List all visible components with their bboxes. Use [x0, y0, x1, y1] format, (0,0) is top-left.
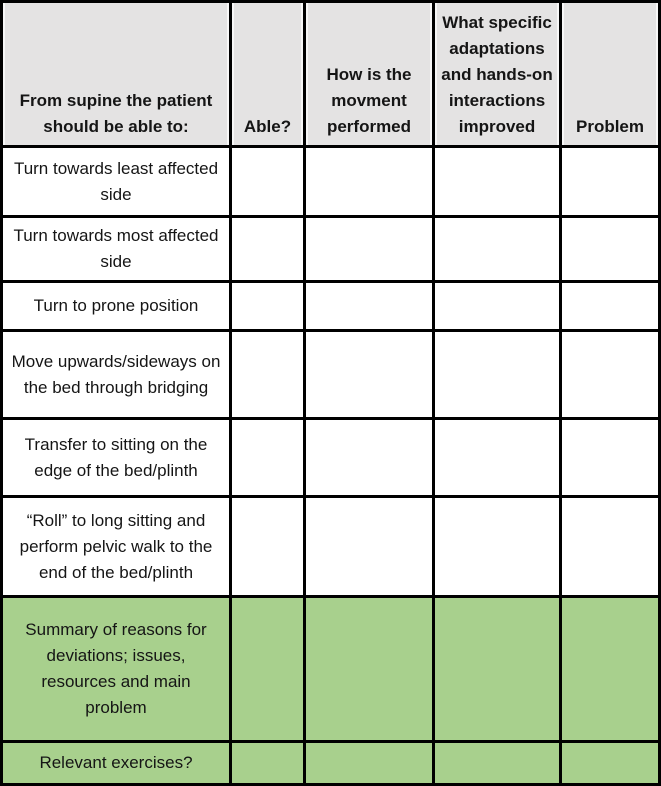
row-label-summary: Summary of reasons for deviations; issues, resources and main problem	[3, 598, 229, 740]
empty-cell	[562, 148, 658, 215]
header-label-movement: How is the movment performed	[326, 65, 412, 136]
header-label-tasks: From supine the patient should be able to:	[19, 91, 213, 136]
empty-cell	[306, 332, 432, 417]
empty-cell	[435, 218, 559, 280]
header-label-problem: Problem	[575, 117, 645, 136]
empty-cell	[562, 598, 658, 740]
empty-cell	[562, 420, 658, 495]
empty-cell	[435, 743, 559, 783]
empty-cell	[306, 420, 432, 495]
header-cell-tasks	[3, 3, 229, 145]
empty-cell	[306, 148, 432, 215]
header-label-adaptations: What specific adaptations and hands-on interactions improved	[441, 13, 553, 136]
row-label-turn-least-affected: Turn towards least affected side	[3, 148, 229, 215]
empty-cell	[435, 332, 559, 417]
empty-cell	[232, 743, 303, 783]
empty-cell	[306, 598, 432, 740]
row-label-bridging: Move upwards/sideways on the bed through bridging	[3, 332, 229, 417]
row-label-transfer-sitting: Transfer to sitting on the edge of the bed/plinth	[3, 420, 229, 495]
header-cell-able	[232, 3, 303, 145]
header-cell-problem	[562, 3, 658, 145]
empty-cell	[232, 283, 303, 329]
empty-cell	[435, 148, 559, 215]
row-label-turn-most-affected: Turn towards most affected side	[3, 218, 229, 280]
row-label-turn-prone: Turn to prone position	[3, 283, 229, 329]
empty-cell	[562, 743, 658, 783]
empty-cell	[562, 218, 658, 280]
empty-cell	[562, 332, 658, 417]
header-label-able: Able?	[243, 117, 292, 136]
empty-cell	[306, 218, 432, 280]
empty-cell	[562, 498, 658, 595]
empty-cell	[562, 283, 658, 329]
empty-cell	[232, 148, 303, 215]
header-cell-adaptations	[435, 3, 559, 145]
empty-cell	[435, 498, 559, 595]
empty-cell	[306, 498, 432, 595]
empty-cell	[232, 598, 303, 740]
empty-cell	[232, 332, 303, 417]
empty-cell	[306, 743, 432, 783]
empty-cell	[306, 283, 432, 329]
empty-cell	[435, 598, 559, 740]
header-cell-movement	[306, 3, 432, 145]
empty-cell	[232, 218, 303, 280]
empty-cell	[232, 420, 303, 495]
empty-cell	[435, 283, 559, 329]
row-label-roll-long-sitting: “Roll” to long sitting and perform pelvic walk to the end of the bed/plinth	[3, 498, 229, 595]
empty-cell	[232, 498, 303, 595]
empty-cell	[435, 420, 559, 495]
row-label-relevant-exercises: Relevant exercises?	[3, 743, 229, 783]
